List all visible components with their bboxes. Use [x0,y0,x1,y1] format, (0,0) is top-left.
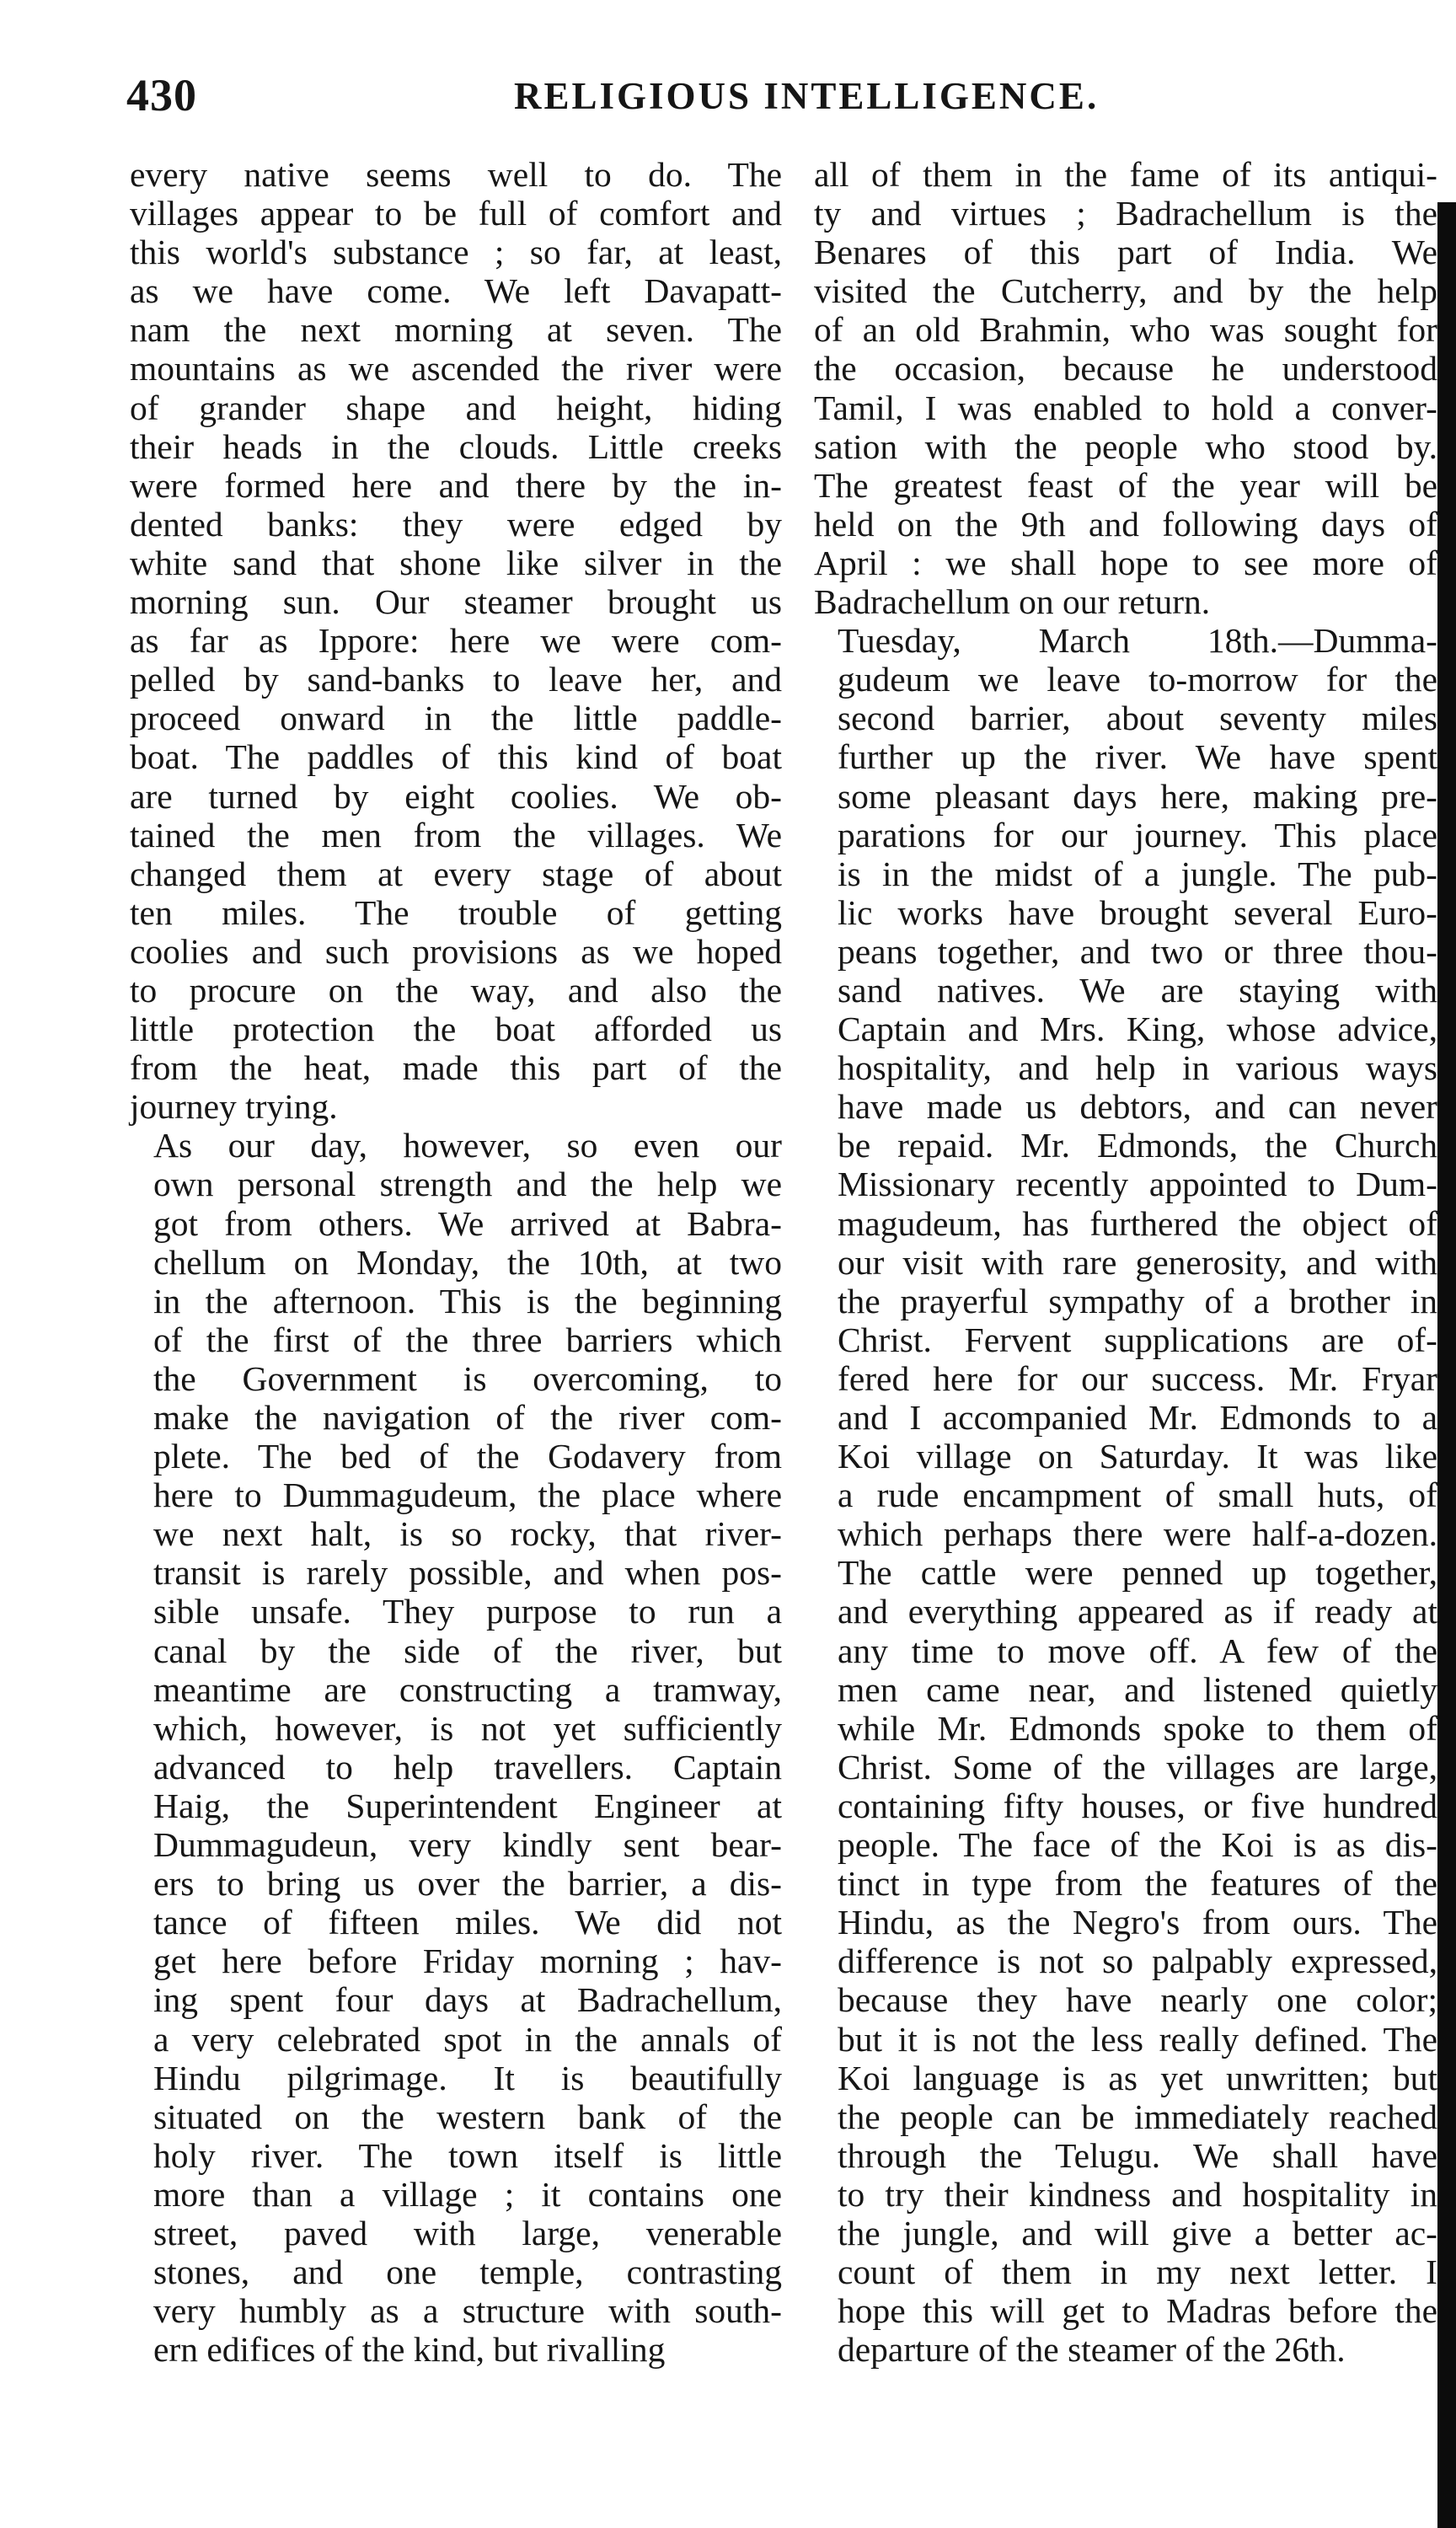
text-line: Dummagudeun, very kindly sent bear- [153,1825,782,1865]
text-line: canal by the side of the river, but [153,1631,782,1670]
text-line: sation with the people who stood by. [814,426,1437,466]
text-line: tained the men from the villages. We [130,815,782,854]
text-line: Christ. Some of the villages are large, [838,1747,1437,1786]
text-line: situated on the western bank of the [153,2097,782,2136]
text-line: Koi language is as yet unwritten; but [838,2058,1437,2097]
page-header [126,69,1416,128]
right-paragraph-1 [814,155,1437,621]
text-line: tance of fifteen miles. We did not [153,1903,782,1942]
text-line: is in the midst of a jungle. The pub- [838,854,1437,893]
text-line: and everything appeared as if ready at [838,1592,1437,1631]
text-line: in the afternoon. This is the beginning [153,1281,782,1320]
text-line: plete. The bed of the Godavery from [153,1437,782,1476]
text-line: ten miles. The trouble of getting [130,892,782,932]
text-line: As our day, however, so even our [153,1126,782,1165]
text-line: April : we shall hope to see more of [814,543,1437,582]
text-line: here to Dummagudeum, the place where [153,1476,782,1515]
text-line: from the heat, made this part of the [130,1048,782,1088]
text-line: the people can be immediately reached [838,2097,1437,2136]
text-line: meantime are constructing a tramway, [153,1669,782,1709]
text-line: held on the 9th and following days of [814,504,1437,544]
text-line: Badrachellum on our return. [814,582,1211,622]
text-line: which perhaps there were half-a-dozen. [838,1514,1437,1554]
text-line: The cattle were penned up together, [838,1553,1437,1593]
text-line: as far as Ippore: here we were com- [130,621,782,661]
text-line: villages appear to be full of comfort and [130,194,782,233]
text-line: all of them in the fame of its antiqui- [814,155,1437,194]
text-line: coolies and such provisions as we hoped [130,931,782,971]
text-line: little protection the boat afforded us [130,1010,782,1049]
text-line: have made us debtors, and can never [838,1087,1437,1127]
text-line: our visit with rare generosity, and with [838,1242,1437,1282]
text-line: be repaid. Mr. Edmonds, the Church [838,1126,1437,1165]
text-line: we next halt, is so rocky, that river- [153,1514,782,1554]
text-line: sible unsafe. They purpose to run a [153,1592,782,1631]
text-line: this world's substance ; so far, at least, [130,233,782,272]
text-line: hope this will get to Madras before the [838,2291,1437,2331]
text-line: lic works have brought several Euro- [838,892,1437,932]
text-line: holy river. The town itself is little [153,2135,782,2175]
text-line: their heads in the clouds. Little creeks [130,426,782,466]
text-line: Hindu, as the Negro's from ours. The [838,1903,1437,1942]
left-paragraph-2 [130,1126,782,2369]
text-line: boat. The paddles of this kind of boat [130,737,782,777]
text-line: the jungle, and will give a better ac- [838,2213,1437,2252]
text-line: people. The face of the Koi is as dis- [838,1825,1437,1865]
text-line: a very celebrated spot in the annals of [153,2019,782,2059]
text-line: Hindu pilgrimage. It is beautifully [153,2058,782,2097]
text-line: get here before Friday morning ; hav- [153,1942,782,1981]
text-line: nam the next morning at seven. The [130,310,782,350]
text-line: as we have come. We left Davapatt- [130,271,782,311]
text-line: white sand that shone like silver in the [130,543,782,582]
text-line: departure of the steamer of the 26th. [838,2330,1346,2370]
text-line: sand natives. We are staying with [838,970,1437,1010]
text-line: any time to move off. A few of the [838,1631,1437,1670]
text-line: proceed onward in the little paddle- [130,699,782,738]
text-line: chellum on Monday, the 10th, at two [153,1242,782,1282]
text-line: of an old Brahmin, who was sought for [814,310,1437,350]
text-line: of grander shape and height, hiding [130,388,782,427]
text-line: pelled by sand-banks to leave her, and [130,660,782,699]
text-line: difference is not so palpably expressed, [838,1942,1437,1981]
text-line: further up the river. We have spent [838,737,1437,777]
text-line: but it is not the less really defined. The [838,2019,1437,2059]
text-line: magudeum, has furthered the object of [838,1203,1437,1243]
text-line: ing spent four days at Badrachellum, [153,1980,782,2020]
text-line: journey trying. [130,1087,338,1127]
text-line: mountains as we ascended the river were [130,349,782,388]
text-line: stones, and one temple, contrasting [153,2252,782,2292]
text-line: Captain and Mrs. King, whose advice, [838,1010,1437,1049]
text-line: containing fifty houses, or five hundred [838,1786,1437,1825]
text-line: Haig, the Superintendent Engineer at [153,1786,782,1825]
text-line: advanced to help travellers. Captain [153,1747,782,1786]
text-line: parations for our journey. This place [838,815,1437,854]
text-line: of the first of the three barriers which [153,1320,782,1359]
left-paragraph-1 [130,155,782,1126]
text-line: own personal strength and the help we [153,1165,782,1204]
text-line: Koi village on Saturday. It was like [838,1437,1437,1476]
text-line: Christ. Fervent supplications are of- [838,1320,1437,1359]
text-line: ty and virtues ; Badrachellum is the [814,194,1437,233]
text-line: Benares of this part of India. We [814,233,1437,272]
text-line: while Mr. Edmonds spoke to them of [838,1708,1437,1748]
running-head: RELIGIOUS INTELLIGENCE. [514,75,1100,117]
text-line: transit is rarely possible, and when pos- [153,1553,782,1593]
text-line: men came near, and listened quietly [838,1669,1437,1709]
text-line: peans together, and two or three thou- [838,931,1437,971]
text-line: to try their kindness and hospitality in [838,2174,1437,2214]
text-line: hospitality, and help in various ways [838,1048,1437,1088]
text-line: Missionary recently appointed to Dum- [838,1165,1437,1204]
text-line: more than a village ; it contains one [153,2174,782,2214]
text-line: tinct in type from the features of the [838,1864,1437,1904]
right-column [814,155,1437,2369]
text-line: to procure on the way, and also the [130,970,782,1010]
text-line: a rude encampment of small huts, of [838,1476,1437,1515]
text-line: morning sun. Our steamer brought us [130,582,782,622]
page-number: 430 [126,70,197,121]
text-line: street, paved with large, venerable [153,2213,782,2252]
text-line: got from others. We arrived at Babra- [153,1203,782,1243]
text-line: are turned by eight coolies. We ob- [130,776,782,816]
text-line: were formed here and there by the in- [130,465,782,505]
text-line: fered here for our success. Mr. Fryar [838,1358,1437,1398]
text-line: ern edifices of the kind, but rivalling [153,2330,666,2370]
page-edge-shadow [1437,202,1456,2528]
text-line: through the Telugu. We shall have [838,2135,1437,2175]
right-paragraph-2 [814,621,1437,2369]
text-line: some pleasant days here, making pre- [838,776,1437,816]
text-line: the occasion, because he understood [814,349,1437,388]
text-line: the Government is overcoming, to [153,1358,782,1398]
text-line: gudeum we leave to-morrow for the [838,660,1437,699]
text-line: changed them at every stage of about [130,854,782,893]
text-line: second barrier, about seventy miles [838,699,1437,738]
text-line: ers to bring us over the barrier, a dis- [153,1864,782,1904]
text-line: every native seems well to do. The [130,155,782,194]
text-line: and I accompanied Mr. Edmonds to a [838,1398,1437,1437]
text-line: visited the Cutcherry, and by the help [814,271,1437,311]
left-column [130,155,782,2369]
text-line: which, however, is not yet sufficiently [153,1708,782,1748]
text-line: because they have nearly one color; [838,1980,1437,2020]
text-line: count of them in my next letter. I [838,2252,1437,2292]
text-line: Tuesday, March 18th.—Dumma- [838,621,1437,661]
text-line: dented banks: they were edged by [130,504,782,544]
text-line: make the navigation of the river com- [153,1398,782,1437]
text-line: The greatest feast of the year will be [814,465,1437,505]
text-line: the prayerful sympathy of a brother in [838,1281,1437,1320]
text-line: very humbly as a structure with south- [153,2291,782,2331]
text-line: Tamil, I was enabled to hold a conver- [814,388,1437,427]
